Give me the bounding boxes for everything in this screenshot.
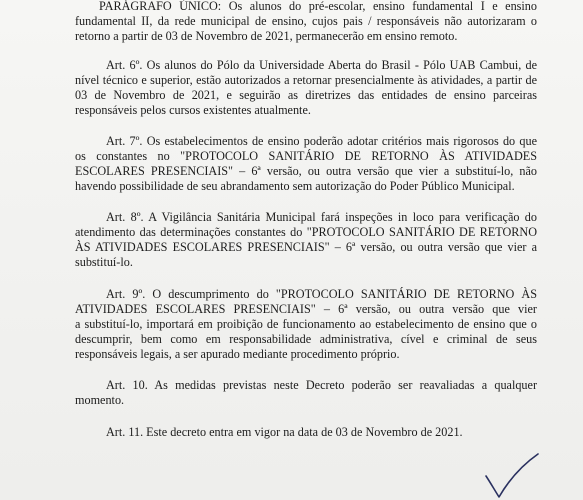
text-line: os constantes no "PROTOCOLO SANITÁRIO DE RETORNO ÀS ATIVIDADES xyxy=(75,149,537,163)
text-line: Art. 9º. O descumprimento do "PROTOCOLO SANITÁRIO DE RETORNO ÀS xyxy=(106,287,537,301)
text-line: ÀS ATIVIDADES ESCOLARES PRESENCIAIS" – 6ª versão, ou outra versão que vier a xyxy=(75,240,537,254)
text-line: nível técnico e superior, estão autorizados a retornar presencialmente às atividades, a partir de xyxy=(75,73,537,87)
text-line: fundamental II, da rede municipal de ensino, cujos pais / responsáveis não autorizaram o xyxy=(75,14,537,28)
text-line: responsáveis pelos cursos existentes atualmente. xyxy=(75,103,311,117)
text-line: responsáveis legais, a ser apurado mediante procedimento próprio. xyxy=(75,347,400,361)
text-line: momento. xyxy=(75,393,125,407)
text-line: a substituí-lo, importará em proibição de funcionamento ao estabelecimento de ensino que o xyxy=(75,317,537,331)
text-line: Art. 8º. A Vigilância Sanitária Municipal fará inspeções in loco para verificação do xyxy=(106,210,537,224)
text-line: ATIVIDADES ESCOLARES PRESENCIAIS" – 6ª versão, ou outra versão que vier xyxy=(75,302,537,316)
text-line: substituí-lo. xyxy=(75,255,133,269)
handwritten-check-mark xyxy=(482,452,542,500)
text-line: atendimento das determinações constantes do "PROTOCOLO SANITÁRIO DE RETORNO xyxy=(75,225,537,239)
text-line: Art. 7º. Os estabelecimentos de ensino poderão adotar critérios mais rigorosos do que xyxy=(106,134,537,148)
text-line: Art. 10. As medidas previstas neste Decreto poderão ser reavaliadas a qualquer xyxy=(106,378,537,392)
text-line: havendo possibilidade de seu abrandamento sem autorização do Poder Público Municipal. xyxy=(75,179,515,193)
text-line: retorno a partir de 03 de Novembro de 2021, permanecerão em ensino remoto. xyxy=(75,29,458,43)
text-line: Art. 11. Este decreto entra em vigor na data de 03 de Novembro de 2021. xyxy=(106,425,463,439)
text-line: descumprir, bem como em responsabilidade administrativa, cível e criminal de seus xyxy=(75,332,537,346)
text-line: PARÁGRAFO ÚNICO: Os alunos do pré-escolar, ensino fundamental I e ensino xyxy=(99,0,537,13)
text-line: 03 de Novembro de 2021, e seguirão as diretrizes das entidades de ensino parceiras xyxy=(75,88,537,102)
text-line: Art. 6º. Os alunos do Pólo da Universidade Aberta do Brasil - Pólo UAB Cambui, de xyxy=(106,58,537,72)
text-line: ESCOLARES PRESENCIAIS" – 6ª versão, ou outra versão que vier a substituí-lo, não xyxy=(75,164,537,178)
